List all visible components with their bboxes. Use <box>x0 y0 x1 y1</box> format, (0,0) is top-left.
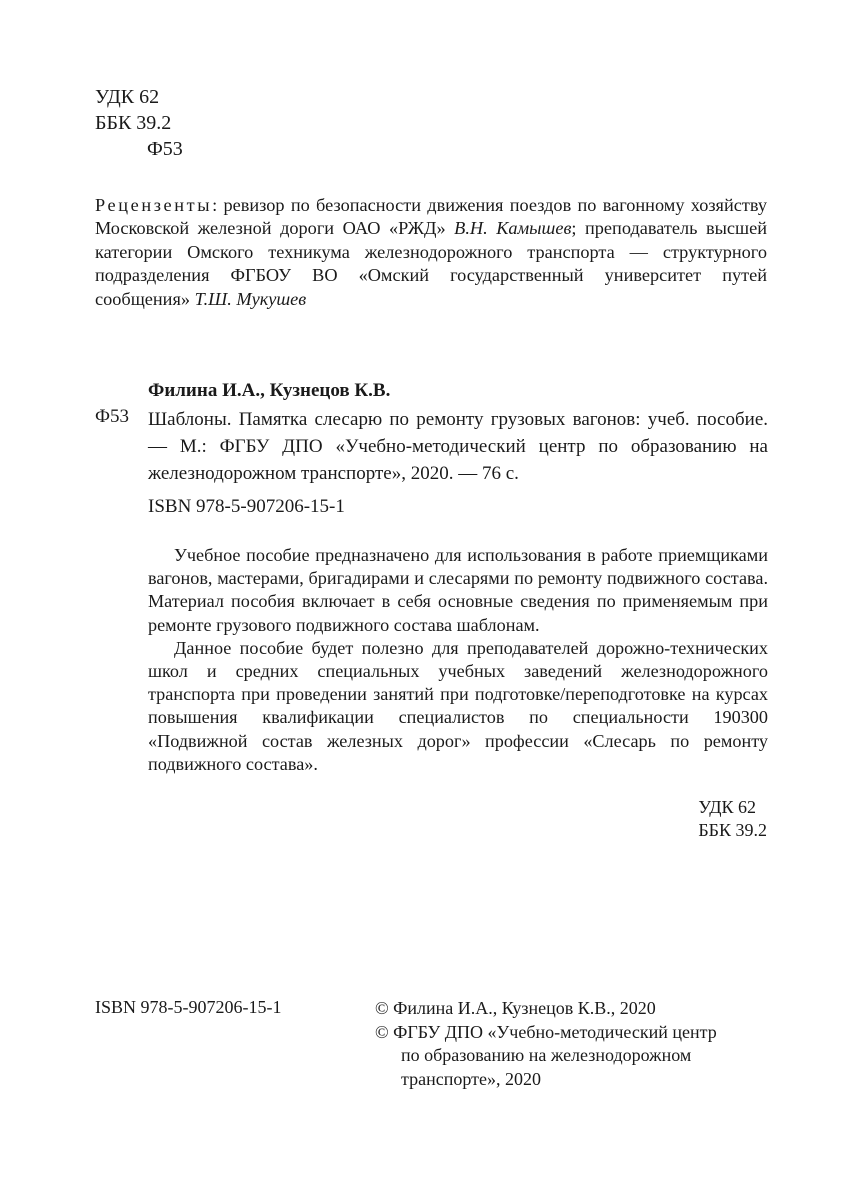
copyright-publisher-line: транспорте», 2020 <box>401 1068 541 1089</box>
reviewers-paragraph <box>95 194 767 311</box>
udk-code: УДК 62 <box>95 86 160 108</box>
footer-bbk: ББК 39.2 <box>698 820 767 840</box>
record-author-mark: Ф53 <box>95 406 130 427</box>
footer-isbn: ISBN 978-5-907206-15-1 <box>95 997 282 1017</box>
reviewers-text-1: : ревизор по безопасности движения поездов по вагонному хозяйству Московской железной дороги ОАО «РЖД» <box>95 195 767 239</box>
abstract-paragraph: Учебное пособие предназначено для использования в работе приемщиками вагонов, мастерами, бригадирами и слесарями по ремонту подвижного состава. Материал пособия включает в себя основные сведения по применяемым при ремонте грузового подвижного состава шаблонам. <box>148 545 768 635</box>
bbk-code: ББК 39.2 <box>95 112 172 134</box>
copyright-publisher: © ФГБУ ДПО «Учебно-методический центр <box>375 1021 717 1042</box>
bibliographic-description: Шаблоны. Памятка слесарю по ремонту грузовых вагонов: учеб. пособие. — М.: ФГБУ ДПО «Учебно-методический центр по образованию на железнодорожном транспорте», 2020. — 76 с. <box>148 409 768 484</box>
reviewer-name-1: В.Н. Камышев <box>454 218 572 239</box>
copyright-authors: © Филина И.А., Кузнецов К.В., 2020 <box>375 998 656 1018</box>
abstract-paragraph: Данное пособие будет полезно для преподавателей дорожно-технических школ и средних специальных учебных заведений железнодорожного транспорта при проведении занятий при подготовке/переподготовке на курсах повышения квалификации специалистов по специальности 190300 «Подвижной состав железных дорог» профессии «Слесарь по ремонту подвижного состава». <box>148 637 768 774</box>
author-mark: Ф53 <box>147 138 183 160</box>
reviewer-name-2: Т.Ш. Мукушев <box>194 288 307 309</box>
copyright-publisher-line: по образованию на железнодорожном <box>401 1045 692 1065</box>
reviewers-label: Рецензенты <box>95 195 213 215</box>
record-isbn: ISBN 978-5-907206-15-1 <box>148 496 345 517</box>
abstract-block <box>148 544 768 776</box>
footer-udk: УДК 62 <box>698 797 757 817</box>
classification-block <box>95 84 183 162</box>
record-authors: Филина И.А., Кузнецов К.В. <box>148 380 391 401</box>
footer-classification <box>698 796 767 842</box>
reviewers-text-2: ; преподаватель высшей категории Омского техникума железнодорожного транспорта — структурного подразделения ФГБОУ ВО «Омский государственный университет путей сообщения» <box>95 218 767 309</box>
copyright-block <box>375 997 775 1091</box>
